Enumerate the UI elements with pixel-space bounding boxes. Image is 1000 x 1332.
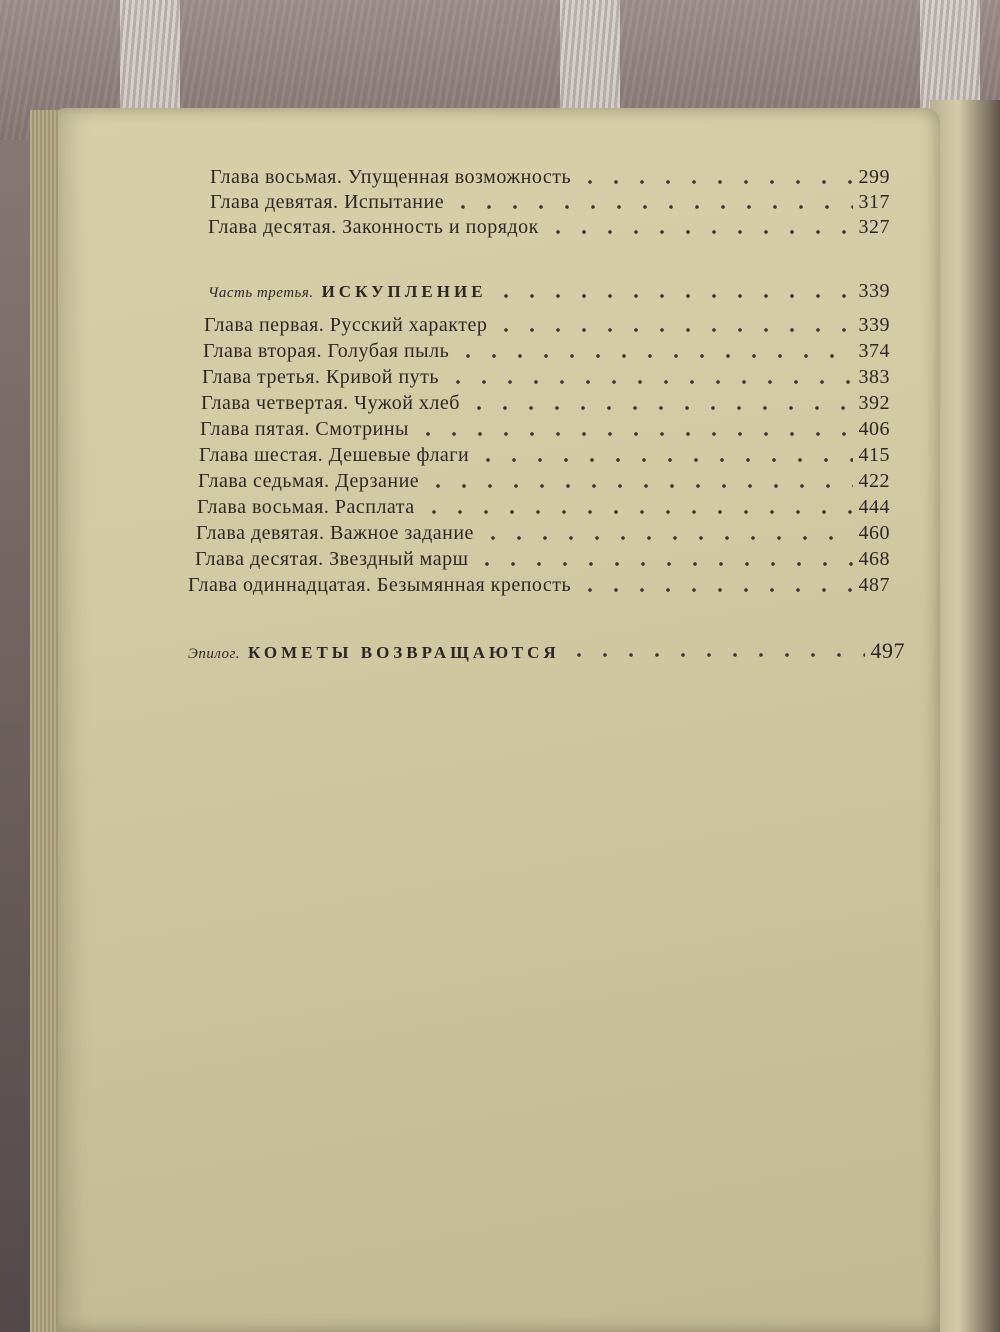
leader-dots xyxy=(425,484,852,488)
leader-dots xyxy=(450,205,852,209)
toc-entry-page: 406 xyxy=(858,418,890,440)
leader-dots xyxy=(445,380,852,384)
leader-dots xyxy=(466,406,853,410)
toc-entry-label: Глава пятая. Смотрины xyxy=(200,418,409,440)
toc-entry xyxy=(204,314,890,337)
toc-entry xyxy=(210,166,890,189)
toc-entry-label: Глава третья. Кривой путь xyxy=(202,366,440,388)
toc-entry-page: 444 xyxy=(858,496,890,518)
leader-dots xyxy=(493,294,853,298)
toc-entry xyxy=(210,191,890,214)
leader-dots xyxy=(421,510,853,514)
toc-entry-label: Глава десятая. Звездный марш xyxy=(195,548,469,570)
part-prefix: Часть третья. xyxy=(208,285,314,301)
toc-entry-label: Глава первая. Русский характер xyxy=(204,314,488,336)
toc-entry-label: Глава девятая. Важное задание xyxy=(196,522,474,544)
toc-entry-page: 327 xyxy=(858,216,890,238)
toc-entry-page: 339 xyxy=(858,314,890,336)
toc-entry xyxy=(197,496,890,519)
toc-entry xyxy=(188,574,890,597)
leader-dots xyxy=(415,432,853,436)
toc-entry-label: Глава восьмая. Расплата xyxy=(197,496,415,518)
leader-dots xyxy=(493,328,852,332)
toc-entry-label: Глава шестая. Дешевые флаги xyxy=(199,444,470,466)
toc-entry-page: 497 xyxy=(870,638,905,663)
toc-entry-label: Глава седьмая. Дерзание xyxy=(198,470,420,492)
toc-entry xyxy=(208,216,890,239)
toc-entry-page: 460 xyxy=(858,522,890,544)
toc-entry xyxy=(202,366,890,389)
epilogue-title: КОМЕТЫ ВОЗВРАЩАЮТСЯ xyxy=(247,643,560,662)
toc-entry xyxy=(203,340,890,363)
book-page xyxy=(58,108,940,1332)
book-right-cover xyxy=(930,100,1000,1332)
toc-entry-label: Глава одиннадцатая. Безымянная крепость xyxy=(188,574,572,596)
toc-entry xyxy=(201,392,890,415)
part-heading xyxy=(208,280,890,303)
leader-dots xyxy=(474,562,852,566)
toc-entry-page: 487 xyxy=(858,574,890,596)
toc-entry-label: Глава девятая. Испытание xyxy=(210,191,445,213)
toc-entry-page: 317 xyxy=(858,191,890,213)
toc-entry-page: 415 xyxy=(858,444,890,466)
toc-entry xyxy=(200,418,890,441)
leader-dots xyxy=(455,354,852,358)
leader-dots xyxy=(577,588,852,592)
part-title: ИСКУПЛЕНИЕ xyxy=(321,282,487,301)
toc-entry-page: 392 xyxy=(858,392,890,414)
toc-entry-page: 374 xyxy=(858,340,890,362)
leader-dots xyxy=(475,458,852,462)
leader-dots xyxy=(480,536,853,540)
toc-entry-page: 422 xyxy=(858,470,890,492)
toc-entry xyxy=(199,444,890,467)
toc-entry-label: Глава вторая. Голубая пыль xyxy=(203,340,450,362)
leader-dots xyxy=(545,230,853,234)
toc-entry-label: Глава десятая. Законность и порядок xyxy=(208,216,539,238)
epilogue-heading xyxy=(188,638,905,664)
toc-entry-page: 299 xyxy=(858,166,890,188)
toc-entry xyxy=(198,470,890,493)
toc-entry-page: 383 xyxy=(858,366,890,388)
toc-entry xyxy=(196,522,890,545)
toc-entry-label: Глава четвертая. Чужой хлеб xyxy=(201,392,460,414)
toc-entry-label: Глава восьмая. Упущенная возможность xyxy=(210,166,572,188)
epilogue-prefix: Эпилог. xyxy=(188,646,240,662)
toc-entry xyxy=(195,548,890,571)
toc-entry-page: 468 xyxy=(858,548,890,570)
book-page-edges xyxy=(30,110,60,1332)
leader-dots xyxy=(566,653,865,657)
leader-dots xyxy=(577,180,852,184)
toc-entry-page: 339 xyxy=(858,280,890,302)
